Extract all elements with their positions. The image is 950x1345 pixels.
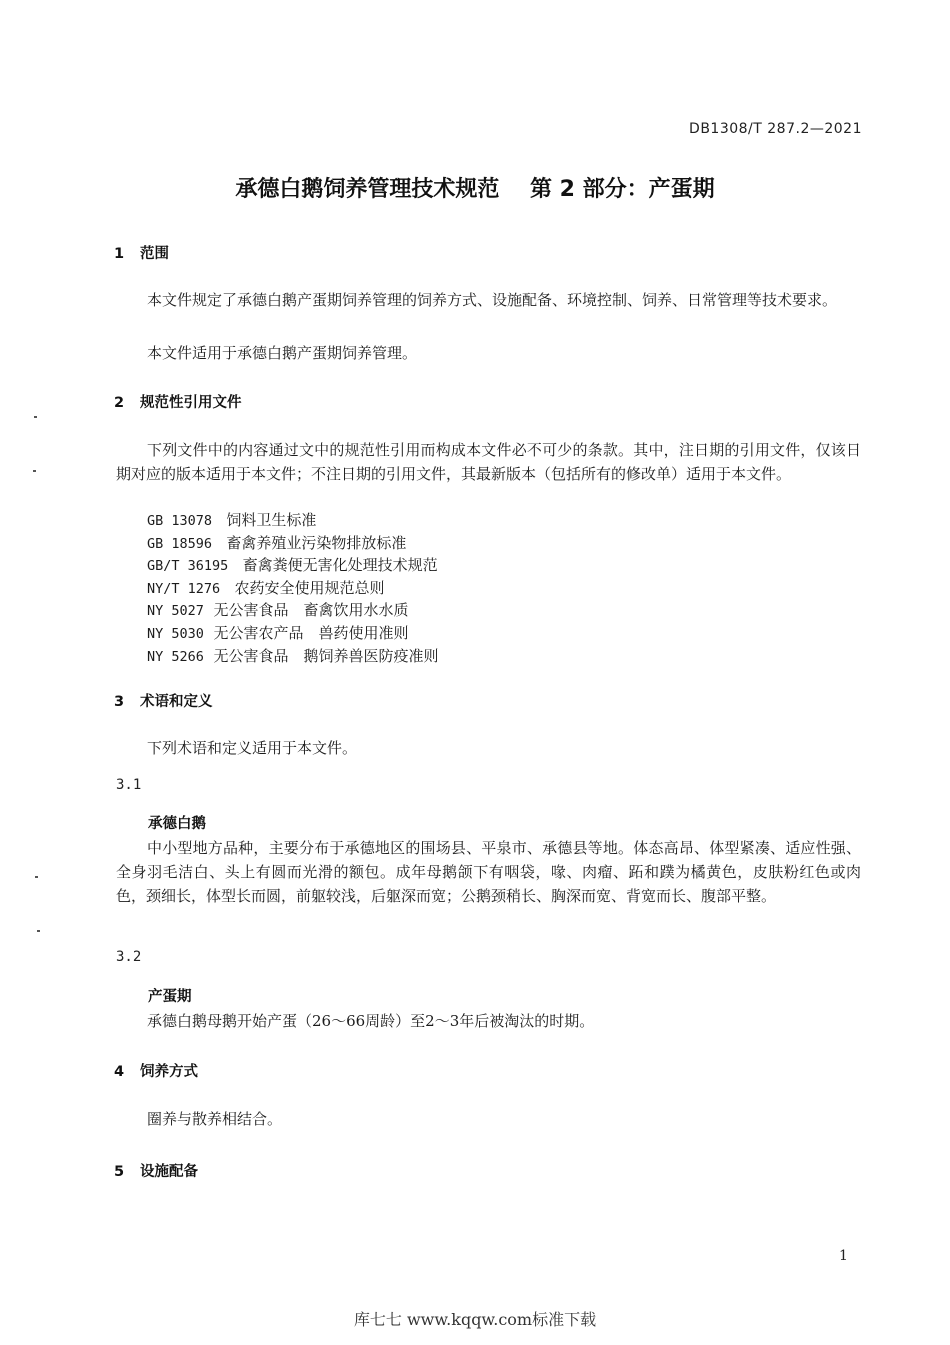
reference-title: 畜禽粪便无害化处理技术规范 bbox=[242, 556, 438, 575]
section-3-heading bbox=[114, 690, 213, 711]
section-title: 范围 bbox=[140, 246, 169, 262]
reference-item bbox=[147, 600, 438, 623]
scan-speck bbox=[37, 930, 40, 932]
section-1-heading bbox=[114, 242, 169, 263]
section-title: 饲养方式 bbox=[140, 1064, 198, 1080]
term-definition-3-1: 中小型地方品种，主要分布于承德地区的围场县、平泉市、承德县等地。体态高昂、体型紧凑、适应性强、全身羽毛洁白、头上有圆而光滑的额包。成年母鹅颌下有咽袋，喙、肉瘤、跖和蹼为橘黄色，皮肤粉红色或肉色，颈细长，体型长而圆，前躯较浅，后躯深而宽；公鹅颈稍长、胸深而宽、背宽而长、腹部平整。 bbox=[116, 839, 861, 905]
section-2-paragraph-1: 下列文件中的内容通过文中的规范性引用而构成本文件必不可少的条款。其中，注日期的引用文件，仅该日期对应的版本适用于本文件；不注日期的引用文件，其最新版本（包括所有的修改单）适用于本文件。 bbox=[116, 441, 861, 483]
reference-item bbox=[147, 623, 438, 646]
clause-3-1-number: 3.1 bbox=[116, 777, 142, 793]
reference-code: NY 5266 bbox=[147, 648, 204, 665]
reference-item bbox=[147, 533, 438, 556]
reference-item bbox=[147, 578, 438, 601]
reference-code: GB/T 36195 bbox=[147, 558, 229, 575]
term-laying-period: 产蛋期 bbox=[148, 989, 192, 1005]
section-number: 4 bbox=[114, 1064, 125, 1080]
section-number: 1 bbox=[114, 246, 125, 262]
section-2-heading bbox=[114, 391, 242, 412]
reference-item bbox=[147, 646, 438, 669]
section-number: 5 bbox=[114, 1164, 125, 1180]
reference-code: GB 13078 bbox=[147, 513, 213, 529]
section-4-heading bbox=[114, 1060, 198, 1081]
scan-speck bbox=[35, 876, 38, 878]
normative-reference-list bbox=[147, 510, 438, 668]
reference-code: GB 18596 bbox=[147, 535, 213, 552]
section-number: 3 bbox=[114, 694, 125, 710]
clause-3-2-number: 3.2 bbox=[116, 949, 142, 965]
section-title: 术语和定义 bbox=[140, 694, 213, 710]
watermark-footer: 库七七 www.kqqw.com标准下载 bbox=[353, 1310, 597, 1329]
reference-title: 无公害食品 畜禽饮用水水质 bbox=[213, 601, 409, 620]
reference-code: NY 5027 bbox=[147, 603, 204, 620]
reference-title: 农药安全使用规范总则 bbox=[234, 578, 385, 597]
section-4-paragraph-1: 圈养与散养相结合。 bbox=[147, 1110, 283, 1128]
document-title: 承德白鹅饲养管理技术规范 第 2 部分：产蛋期 bbox=[235, 177, 715, 202]
reference-title: 无公害食品 鹅饲养兽医防疫准则 bbox=[213, 646, 439, 665]
section-1-paragraph-2: 本文件适用于承德白鹅产蛋期饲养管理。 bbox=[147, 344, 418, 362]
term-definition-3-2: 承德白鹅母鹅开始产蛋（26～66周龄）至2～3年后被淘汰的时期。 bbox=[147, 1012, 595, 1030]
document-code: DB1308/T 287.2—2021 bbox=[689, 121, 862, 137]
section-title: 设施配备 bbox=[140, 1164, 198, 1180]
reference-code: NY 5030 bbox=[147, 625, 204, 642]
section-3-paragraph-1: 下列术语和定义适用于本文件。 bbox=[147, 739, 358, 757]
section-1-paragraph-1: 本文件规定了承德白鹅产蛋期饲养管理的饲养方式、设施配备、环境控制、饲养、日常管理等技术要求。 bbox=[147, 291, 838, 309]
reference-code: NY/T 1276 bbox=[147, 580, 221, 597]
page-number: 1 bbox=[839, 1248, 848, 1264]
scan-speck bbox=[34, 416, 37, 418]
section-title: 规范性引用文件 bbox=[140, 395, 242, 411]
reference-title: 饲料卫生标准 bbox=[226, 511, 317, 529]
term-chengde-white-goose: 承德白鹅 bbox=[148, 816, 206, 832]
scan-speck bbox=[33, 470, 36, 472]
section-5-heading bbox=[114, 1160, 198, 1181]
reference-title: 畜禽养殖业污染物排放标准 bbox=[226, 533, 407, 552]
reference-title: 无公害农产品 兽药使用准则 bbox=[213, 623, 409, 642]
section-number: 2 bbox=[114, 395, 125, 411]
reference-item bbox=[147, 555, 438, 578]
reference-item bbox=[147, 510, 438, 533]
